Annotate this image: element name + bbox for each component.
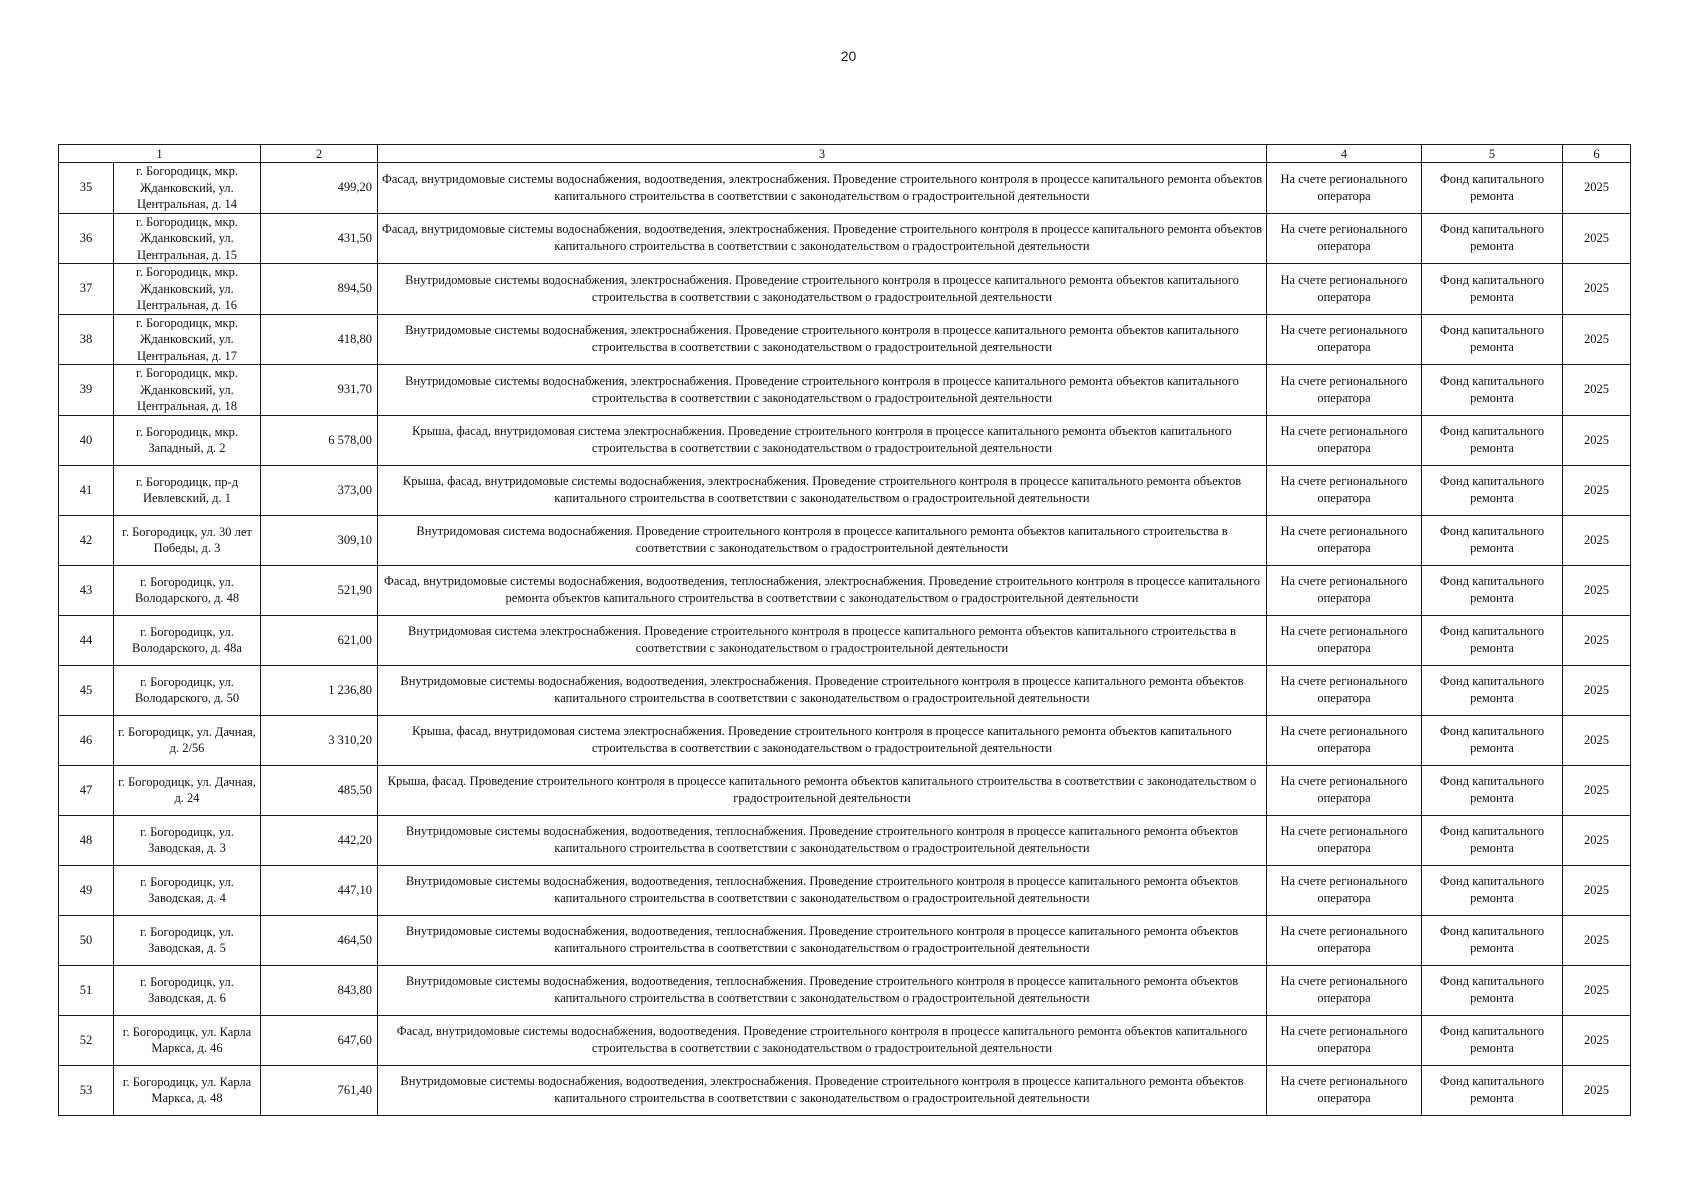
funding-source-cell: Фонд капитального ремонта xyxy=(1422,615,1563,665)
funding-source-cell: Фонд капитального ремонта xyxy=(1422,415,1563,465)
year-cell: 2025 xyxy=(1563,715,1631,765)
table-header xyxy=(59,145,1631,163)
funding-source-cell: Фонд капитального ремонта xyxy=(1422,1015,1563,1065)
year-cell: 2025 xyxy=(1563,965,1631,1015)
address-cell: г. Богородицк, ул. Володарского, д. 48 xyxy=(114,565,261,615)
column-header-3: 3 xyxy=(378,145,1267,163)
funding-source-cell: Фонд капитального ремонта xyxy=(1422,1065,1563,1115)
year-cell: 2025 xyxy=(1563,815,1631,865)
funding-source-cell: Фонд капитального ремонта xyxy=(1422,915,1563,965)
table-row xyxy=(59,815,1631,865)
funds-account-cell: На счете регионального оператора xyxy=(1267,815,1422,865)
works-description-cell: Внутридомовые системы водоснабжения, электроснабжения. Проведение строительного контроля в процессе капитального ремонта объектов капитального строительства в соответствии с законодательством о градостроительной деятельности xyxy=(378,264,1267,315)
year-cell: 2025 xyxy=(1563,665,1631,715)
table-body xyxy=(59,163,1631,1116)
funds-account-cell: На счете регионального оператора xyxy=(1267,715,1422,765)
address-cell: г. Богородицк, ул. Дачная, д. 2/56 xyxy=(114,715,261,765)
row-number-cell: 52 xyxy=(59,1015,114,1065)
funds-account-cell: На счете регионального оператора xyxy=(1267,264,1422,315)
page-number: 20 xyxy=(840,48,857,64)
funding-source-cell: Фонд капитального ремонта xyxy=(1422,565,1563,615)
row-number-cell: 45 xyxy=(59,665,114,715)
area-cell: 647,60 xyxy=(261,1015,378,1065)
area-cell: 373,00 xyxy=(261,465,378,515)
area-cell: 621,00 xyxy=(261,615,378,665)
address-cell: г. Богородицк, мкр. Жданковский, ул. Центральная, д. 17 xyxy=(114,314,261,365)
funding-source-cell: Фонд капитального ремонта xyxy=(1422,715,1563,765)
funds-account-cell: На счете регионального оператора xyxy=(1267,915,1422,965)
works-description-cell: Внутридомовая система электроснабжения. Проведение строительного контроля в процессе капитального ремонта объектов капитального строительства в соответствии с законодательством о градостроительной деятельности xyxy=(378,615,1267,665)
row-number-cell: 53 xyxy=(59,1065,114,1115)
works-description-cell: Фасад, внутридомовые системы водоснабжения, водоотведения, электроснабжения. Проведение строительного контроля в процессе капитального ремонта объектов капитального строительства в соответствии с законодательством о градостроительной деятельности xyxy=(378,213,1267,264)
year-cell: 2025 xyxy=(1563,415,1631,465)
area-cell: 499,20 xyxy=(261,163,378,214)
row-number-cell: 47 xyxy=(59,765,114,815)
area-cell: 447,10 xyxy=(261,865,378,915)
column-header-4: 4 xyxy=(1267,145,1422,163)
works-description-cell: Крыша, фасад. Проведение строительного контроля в процессе капитального ремонта объектов капитального строительства в соответствии с законодательством о градостроительной деятельности xyxy=(378,765,1267,815)
table-row xyxy=(59,615,1631,665)
funds-account-cell: На счете регионального оператора xyxy=(1267,865,1422,915)
funding-source-cell: Фонд капитального ремонта xyxy=(1422,465,1563,515)
funding-source-cell: Фонд капитального ремонта xyxy=(1422,314,1563,365)
table-row xyxy=(59,915,1631,965)
row-number-cell: 51 xyxy=(59,965,114,1015)
column-header-6: 6 xyxy=(1563,145,1631,163)
address-cell: г. Богородицк, мкр. Жданковский, ул. Центральная, д. 18 xyxy=(114,365,261,416)
area-cell: 418,80 xyxy=(261,314,378,365)
row-number-cell: 44 xyxy=(59,615,114,665)
funding-source-cell: Фонд капитального ремонта xyxy=(1422,163,1563,214)
funds-account-cell: На счете регионального оператора xyxy=(1267,465,1422,515)
funding-source-cell: Фонд капитального ремонта xyxy=(1422,365,1563,416)
row-number-cell: 37 xyxy=(59,264,114,315)
table-row xyxy=(59,465,1631,515)
works-description-cell: Внутридомовые системы водоснабжения, водоотведения, теплоснабжения. Проведение строительного контроля в процессе капитального ремонта объектов капитального строительства в соответствии с законодательством о градостроительной деятельности xyxy=(378,915,1267,965)
area-cell: 521,90 xyxy=(261,565,378,615)
row-number-cell: 46 xyxy=(59,715,114,765)
address-cell: г. Богородицк, ул. Дачная, д. 24 xyxy=(114,765,261,815)
table-row xyxy=(59,264,1631,315)
year-cell: 2025 xyxy=(1563,865,1631,915)
table-row xyxy=(59,715,1631,765)
address-cell: г. Богородицк, ул. Заводская, д. 3 xyxy=(114,815,261,865)
area-cell: 431,50 xyxy=(261,213,378,264)
address-cell: г. Богородицк, ул. Володарского, д. 48а xyxy=(114,615,261,665)
area-cell: 1 236,80 xyxy=(261,665,378,715)
row-number-cell: 50 xyxy=(59,915,114,965)
year-cell: 2025 xyxy=(1563,163,1631,214)
funding-source-cell: Фонд капитального ремонта xyxy=(1422,765,1563,815)
funds-account-cell: На счете регионального оператора xyxy=(1267,314,1422,365)
year-cell: 2025 xyxy=(1563,765,1631,815)
row-number-cell: 36 xyxy=(59,213,114,264)
address-cell: г. Богородицк, ул. Володарского, д. 50 xyxy=(114,665,261,715)
table-row xyxy=(59,163,1631,214)
row-number-cell: 43 xyxy=(59,565,114,615)
year-cell: 2025 xyxy=(1563,565,1631,615)
row-number-cell: 40 xyxy=(59,415,114,465)
funding-source-cell: Фонд капитального ремонта xyxy=(1422,865,1563,915)
funds-account-cell: На счете регионального оператора xyxy=(1267,615,1422,665)
area-cell: 761,40 xyxy=(261,1065,378,1115)
works-description-cell: Внутридомовые системы водоснабжения, электроснабжения. Проведение строительного контроля в процессе капитального ремонта объектов капитального строительства в соответствии с законодательством о градостроительной деятельности xyxy=(378,314,1267,365)
table-row xyxy=(59,365,1631,416)
funds-account-cell: На счете регионального оператора xyxy=(1267,1015,1422,1065)
area-cell: 894,50 xyxy=(261,264,378,315)
row-number-cell: 38 xyxy=(59,314,114,365)
table-row xyxy=(59,515,1631,565)
funds-account-cell: На счете регионального оператора xyxy=(1267,415,1422,465)
funds-account-cell: На счете регионального оператора xyxy=(1267,665,1422,715)
funding-source-cell: Фонд капитального ремонта xyxy=(1422,665,1563,715)
column-header-1: 1 xyxy=(59,145,261,163)
capital-repair-table xyxy=(58,144,1631,1116)
address-cell: г. Богородицк, ул. Заводская, д. 5 xyxy=(114,915,261,965)
works-description-cell: Фасад, внутридомовые системы водоснабжения, водоотведения, теплоснабжения, электроснабжения. Проведение строительного контроля в процессе капитального ремонта объектов капитального строительства в соответствии с законодательством о градостроительной деятельности xyxy=(378,565,1267,615)
year-cell: 2025 xyxy=(1563,314,1631,365)
funds-account-cell: На счете регионального оператора xyxy=(1267,565,1422,615)
funds-account-cell: На счете регионального оператора xyxy=(1267,213,1422,264)
funding-source-cell: Фонд капитального ремонта xyxy=(1422,815,1563,865)
address-cell: г. Богородицк, ул. Карла Маркса, д. 46 xyxy=(114,1015,261,1065)
table-row xyxy=(59,314,1631,365)
table-row xyxy=(59,665,1631,715)
works-description-cell: Внутридомовые системы водоснабжения, водоотведения, электроснабжения. Проведение строительного контроля в процессе капитального ремонта объектов капитального строительства в соответствии с законодательством о градостроительной деятельности xyxy=(378,665,1267,715)
row-number-cell: 39 xyxy=(59,365,114,416)
table-row xyxy=(59,1015,1631,1065)
table-row xyxy=(59,415,1631,465)
address-cell: г. Богородицк, пр-д Иевлевский, д. 1 xyxy=(114,465,261,515)
funds-account-cell: На счете регионального оператора xyxy=(1267,965,1422,1015)
area-cell: 931,70 xyxy=(261,365,378,416)
year-cell: 2025 xyxy=(1563,365,1631,416)
funding-source-cell: Фонд капитального ремонта xyxy=(1422,515,1563,565)
works-description-cell: Фасад, внутридомовые системы водоснабжения, водоотведения, электроснабжения. Проведение строительного контроля в процессе капитального ремонта объектов капитального строительства в соответствии с законодательством о градостроительной деятельности xyxy=(378,163,1267,214)
year-cell: 2025 xyxy=(1563,264,1631,315)
works-description-cell: Крыша, фасад, внутридомовая система электроснабжения. Проведение строительного контроля в процессе капитального ремонта объектов капитального строительства в соответствии с законодательством о градостроительной деятельности xyxy=(378,715,1267,765)
address-cell: г. Богородицк, ул. Карла Маркса, д. 48 xyxy=(114,1065,261,1115)
year-cell: 2025 xyxy=(1563,1015,1631,1065)
table-row xyxy=(59,565,1631,615)
works-description-cell: Крыша, фасад, внутридомовые системы водоснабжения, электроснабжения. Проведение строительного контроля в процессе капитального ремонта объектов капитального строительства в соответствии с законодательством о градостроительной деятельности xyxy=(378,465,1267,515)
address-cell: г. Богородицк, мкр. Жданковский, ул. Центральная, д. 15 xyxy=(114,213,261,264)
column-number-row xyxy=(59,145,1631,163)
area-cell: 309,10 xyxy=(261,515,378,565)
row-number-cell: 42 xyxy=(59,515,114,565)
row-number-cell: 35 xyxy=(59,163,114,214)
funding-source-cell: Фонд капитального ремонта xyxy=(1422,213,1563,264)
column-header-2: 2 xyxy=(261,145,378,163)
works-description-cell: Крыша, фасад, внутридомовая система электроснабжения. Проведение строительного контроля в процессе капитального ремонта объектов капитального строительства в соответствии с законодательством о градостроительной деятельности xyxy=(378,415,1267,465)
table-row xyxy=(59,213,1631,264)
table-row xyxy=(59,1065,1631,1115)
address-cell: г. Богородицк, ул. Заводская, д. 4 xyxy=(114,865,261,915)
funding-source-cell: Фонд капитального ремонта xyxy=(1422,264,1563,315)
works-description-cell: Внутридомовая система водоснабжения. Проведение строительного контроля в процессе капитального ремонта объектов капитального строительства в соответствии с законодательством о градостроительной деятельности xyxy=(378,515,1267,565)
funds-account-cell: На счете регионального оператора xyxy=(1267,163,1422,214)
address-cell: г. Богородицк, мкр. Западный, д. 2 xyxy=(114,415,261,465)
row-number-cell: 41 xyxy=(59,465,114,515)
area-cell: 464,50 xyxy=(261,915,378,965)
table-row xyxy=(59,965,1631,1015)
table-row xyxy=(59,765,1631,815)
address-cell: г. Богородицк, мкр. Жданковский, ул. Центральная, д. 16 xyxy=(114,264,261,315)
year-cell: 2025 xyxy=(1563,915,1631,965)
works-description-cell: Внутридомовые системы водоснабжения, водоотведения, электроснабжения. Проведение строительного контроля в процессе капитального ремонта объектов капитального строительства в соответствии с законодательством о градостроительной деятельности xyxy=(378,1065,1267,1115)
area-cell: 442,20 xyxy=(261,815,378,865)
works-description-cell: Фасад, внутридомовые системы водоснабжения, водоотведения. Проведение строительного контроля в процессе капитального ремонта объектов капитального строительства в соответствии с законодательством о градостроительной деятельности xyxy=(378,1015,1267,1065)
funds-account-cell: На счете регионального оператора xyxy=(1267,365,1422,416)
area-cell: 485,50 xyxy=(261,765,378,815)
funds-account-cell: На счете регионального оператора xyxy=(1267,765,1422,815)
year-cell: 2025 xyxy=(1563,1065,1631,1115)
row-number-cell: 49 xyxy=(59,865,114,915)
area-cell: 843,80 xyxy=(261,965,378,1015)
works-description-cell: Внутридомовые системы водоснабжения, водоотведения, теплоснабжения. Проведение строительного контроля в процессе капитального ремонта объектов капитального строительства в соответствии с законодательством о градостроительной деятельности xyxy=(378,815,1267,865)
funds-account-cell: На счете регионального оператора xyxy=(1267,1065,1422,1115)
address-cell: г. Богородицк, мкр. Жданковский, ул. Центральная, д. 14 xyxy=(114,163,261,214)
funding-source-cell: Фонд капитального ремонта xyxy=(1422,965,1563,1015)
address-cell: г. Богородицк, ул. 30 лет Победы, д. 3 xyxy=(114,515,261,565)
year-cell: 2025 xyxy=(1563,515,1631,565)
year-cell: 2025 xyxy=(1563,213,1631,264)
year-cell: 2025 xyxy=(1563,465,1631,515)
column-header-5: 5 xyxy=(1422,145,1563,163)
works-description-cell: Внутридомовые системы водоснабжения, водоотведения, теплоснабжения. Проведение строительного контроля в процессе капитального ремонта объектов капитального строительства в соответствии с законодательством о градостроительной деятельности xyxy=(378,965,1267,1015)
works-description-cell: Внутридомовые системы водоснабжения, водоотведения, теплоснабжения. Проведение строительного контроля в процессе капитального ремонта объектов капитального строительства в соответствии с законодательством о градостроительной деятельности xyxy=(378,865,1267,915)
funds-account-cell: На счете регионального оператора xyxy=(1267,515,1422,565)
year-cell: 2025 xyxy=(1563,615,1631,665)
table-row xyxy=(59,865,1631,915)
address-cell: г. Богородицк, ул. Заводская, д. 6 xyxy=(114,965,261,1015)
area-cell: 6 578,00 xyxy=(261,415,378,465)
area-cell: 3 310,20 xyxy=(261,715,378,765)
row-number-cell: 48 xyxy=(59,815,114,865)
works-description-cell: Внутридомовые системы водоснабжения, электроснабжения. Проведение строительного контроля в процессе капитального ремонта объектов капитального строительства в соответствии с законодательством о градостроительной деятельности xyxy=(378,365,1267,416)
